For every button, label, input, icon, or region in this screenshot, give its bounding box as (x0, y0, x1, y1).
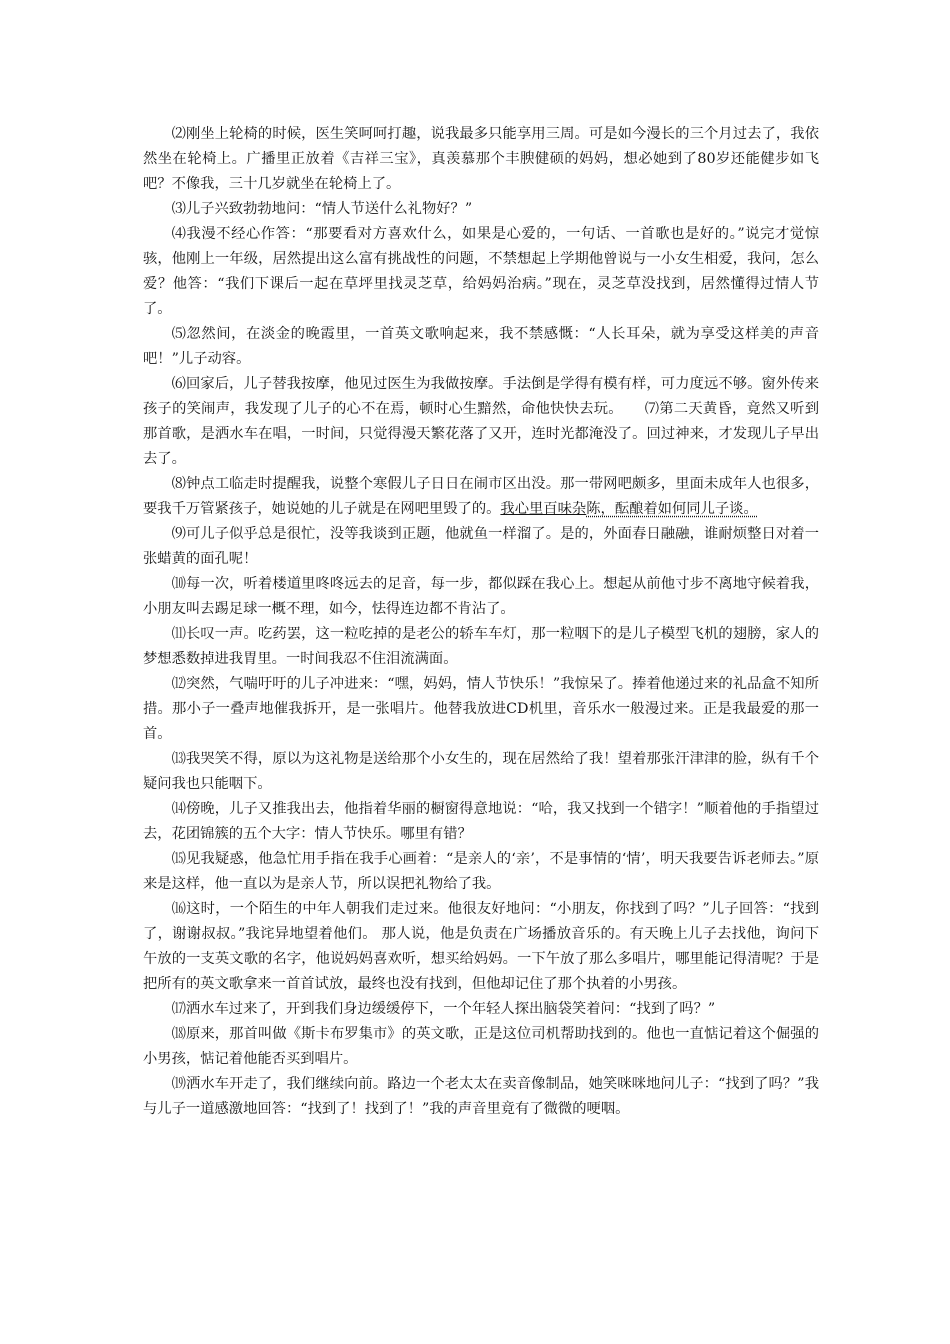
paragraph-3: ⑶儿子兴致勃勃地问：“情人节送什么礼物好？” (171, 201, 473, 217)
paragraph-17: ⒄洒水车过来了，开到我们身边缓缓停下，一个年轻人探出脑袋笑着问：“找到了吗？” (171, 1001, 716, 1017)
paragraph-11: ⑾长叹一声。吃药罢，这一粒吃掉的是老公的轿车车灯，那一粒咽下的是儿子模型飞机的翅膀，家人的梦想悉数掉进我胃里。一时间我忍不住泪流满面。 (143, 626, 819, 667)
paragraph-2: ⑵刚坐上轮椅的时候，医生笑呵呵打趣，说我最多只能享用三周。可是如今漫长的三个月过去了，我依然坐在轮椅上。广播里正放着《吉祥三宝》，真羡慕那个丰腴健硕的妈妈，想必她到了80岁还能健步如飞吧？不像我，三十几岁就坐在轮椅上了。 (143, 126, 819, 192)
paragraph-18: ⒅原来，那首叫做《斯卡布罗集市》的英文歌，正是这位司机帮助找到的。他也一直惦记着这个倔强的小男孩，惦记着他能否买到唱片。 (143, 1026, 819, 1067)
article-body (143, 122, 819, 1122)
paragraph-19: ⒆洒水车开走了，我们继续向前。路边一个老太太在卖音像制品，她笑咪咪地问儿子：“找到了吗？”我与儿子一道感激地回答：“找到了！找到了！”我的声音里竟有了微微的哽咽。 (143, 1076, 819, 1117)
underlined-sentence-part-2: 陈，酝酿着如何同儿子谈。 (586, 501, 758, 517)
paragraph-9: ⑼可儿子似乎总是很忙，没等我谈到正题，他就鱼一样溜了。是的，外面春日融融，谁耐烦整日对着一张蜡黄的面孔呢！ (143, 526, 819, 567)
paragraph-15: ⒂见我疑惑，他急忙用手指在我手心画着：“是亲人的‘亲’，不是事情的‘情’，明天我要告诉老师去。”原来是这样，他一直以为是亲人节，所以误把礼物给了我。 (143, 851, 819, 892)
paragraph-12: ⑿突然，气喘吁吁的儿子冲进来：“嘿，妈妈，情人节快乐！”我惊呆了。捧着他递过来的礼品盒不知所措。那小子一叠声地催我拆开，是一张唱片。他替我放进CD机里，音乐水一般漫过来。正是我最爱的那一首。 (143, 676, 819, 742)
paragraph-6-7: ⑹回家后，儿子替我按摩，他见过医生为我做按摩。手法倒是学得有模有样，可力度远不够。窗外传来孩子的笑闹声，我发现了儿子的心不在焉，顿时心生黯然，命他快快去玩。 ⑺第二天黄昏，竟然又听到那首歌，是洒水车在唱，一时间，只觉得漫天繁花落了又开，连时光都淹没了。回过神来，才发现儿子早出去了。 (143, 376, 819, 467)
paragraph-14: ⒁傍晚，儿子又推我出去，他指着华丽的橱窗得意地说：“哈，我又找到一个错字！”顺着他的手指望过去，花团锦簇的五个大字：情人节快乐。哪里有错？ (143, 801, 819, 842)
paragraph-8-text: ⑻钟点工临走时提醒我，说整个寒假儿子日日在闹市区出没。那一带网吧颇多，里面未成年人也很多，要我千万管紧孩子，她说她的儿子就是在网吧里毁了的。 (143, 476, 819, 517)
paragraph-5: ⑸忽然间，在淡金的晚霞里，一首英文歌响起来，我不禁感慨：“人长耳朵，就为享受这样美的声音吧！”儿子动容。 (143, 326, 819, 367)
paragraph-4: ⑷我漫不经心作答：“那要看对方喜欢什么，如果是心爱的，一句话、一首歌也是好的。”说完才觉惊骇，他刚上一年级，居然提出这么富有挑战性的问题，不禁想起上学期他曾说与一小女生相爱，我问，怎么爱？他答：“我们下课后一起在草坪里找灵芝草，给妈妈治病。”现在，灵芝草没找到，居然懂得过情人节了。 (143, 226, 819, 317)
paragraph-8 (143, 472, 819, 522)
paragraph-13: ⒀我哭笑不得，原以为这礼物是送给那个小女生的，现在居然给了我！望着那张汗津津的脸，纵有千个疑问我也只能咽下。 (143, 751, 819, 792)
paragraph-10: ⑽每一次，听着楼道里咚咚远去的足音，每一步，都似踩在我心上。想起从前他寸步不离地守候着我，小朋友叫去踢足球一概不理，如今，怯得连边都不肯沾了。 (143, 576, 819, 617)
paragraph-16: ⒃这时，一个陌生的中年人朝我们走过来。他很友好地问：“小朋友，你找到了吗？”儿子回答：“找到了，谢谢叔叔。”我诧异地望着他们。 那人说，他是负责在广场播放音乐的。有天晚上儿子去找他，询问下午放的一支英文歌的名字，他说妈妈喜欢听，想买给妈妈。一下午放了那么多唱片，哪里能记得清呢？于是把所有的英文歌拿来一首首试放，最终也没有找到，但他却记住了那个执着的小男孩。 (143, 901, 819, 992)
underlined-sentence-part-1: 我心里百味杂 (500, 501, 587, 517)
